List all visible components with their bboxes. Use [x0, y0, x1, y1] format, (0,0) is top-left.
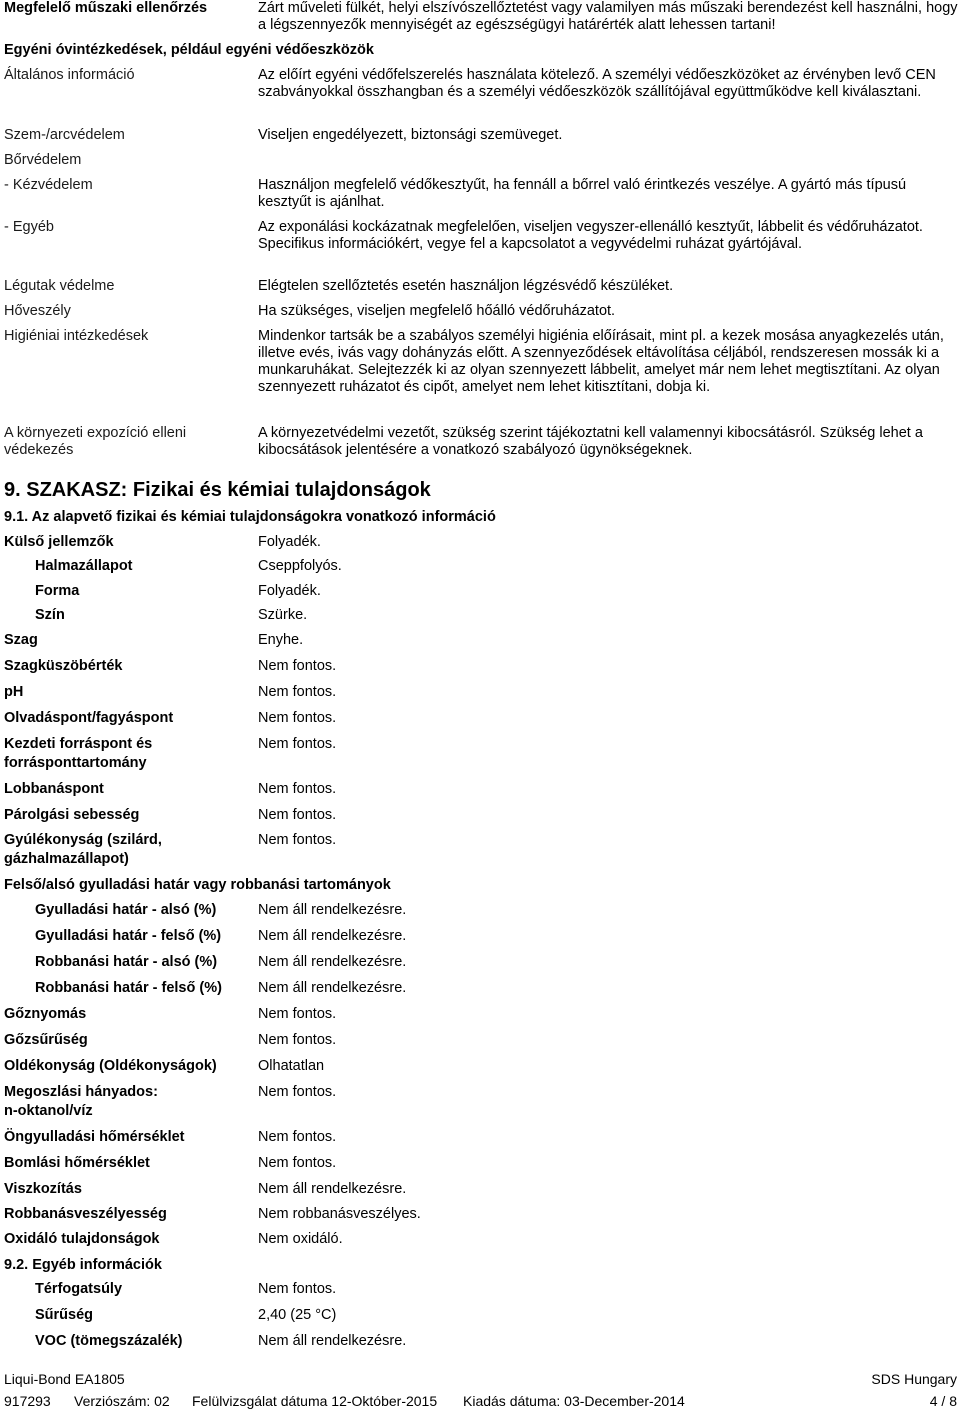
hygiene-measures-text: Mindenkor tartsák be a szabályos személyi higiénia előírásait, mint pl. a kezek mosása anyagkezelés után, illetve evés, ivás vagy dohányzás előtt. A szennyeződések eltávolítása céljából, rendszeresen mossák ki a munkaruhákat. Selejtezzék ki az olyan szennyezett lábbelit, amelyet már nem lehet megtisztítani. Az olyan szennyezett ruházatot és cipőt, amelyet nem lehet kitisztítani, dobja ki.: [258, 328, 944, 395]
thermal-hazard-label: Hőveszély: [4, 303, 71, 319]
decomposition-value: Nem fontos.: [258, 1155, 337, 1171]
voc-label: VOC (tömegszázalék): [35, 1333, 183, 1349]
odor-value: Enyhe.: [258, 632, 304, 648]
physical-state-label: Halmazállapot: [35, 558, 133, 574]
ph-value: Nem fontos.: [258, 684, 337, 700]
oxidizing-properties-label: Oxidáló tulajdonságok: [4, 1231, 160, 1247]
voc-value: Nem áll rendelkezésre.: [258, 1333, 407, 1349]
skin-protection-label: Bőrvédelem: [4, 152, 82, 168]
vapor-pressure-label: Gőznyomás: [4, 1006, 87, 1022]
footer-version: Verziószám: 02: [74, 1393, 170, 1409]
respiratory-protection-label: Légutak védelme: [4, 278, 115, 294]
other-protection-label: - Egyéb: [4, 219, 54, 235]
hand-protection-label: - Kézvédelem: [4, 177, 93, 193]
odor-threshold-label: Szagküszöbérték: [4, 658, 123, 674]
lower-flammability-label: Gyulladási határ - alsó (%): [35, 902, 217, 918]
flammability-value: Nem fontos.: [258, 832, 337, 848]
upper-flammability-label: Gyulladási határ - felső (%): [35, 928, 222, 944]
appearance-label: Külső jellemzők: [4, 534, 114, 550]
density-label: Sűrűség: [35, 1307, 94, 1323]
engineering-controls-text: Zárt műveleti fülkét, helyi elszívószellőztetést vagy valamilyen más műszaki berendezést kell használni, hogy a légszennyezők mennyiségét az egészségügyi határérték alatt lehessen tartani!: [258, 0, 958, 33]
partition-coefficient-label-line2: n-oktanol/víz: [4, 1103, 93, 1119]
footer-document-number: 917293: [4, 1393, 51, 1409]
evaporation-rate-value: Nem fontos.: [258, 807, 337, 823]
subsection-9-2-title: 9.2. Egyéb információk: [4, 1257, 162, 1273]
ph-label: pH: [4, 684, 24, 700]
hygiene-measures-label: Higiéniai intézkedések: [4, 328, 149, 344]
evaporation-rate-label: Párolgási sebesség: [4, 807, 140, 823]
vapor-pressure-value: Nem fontos.: [258, 1006, 337, 1022]
thermal-hazard-text: Ha szükséges, viseljen megfelelő hőálló védőruházatot.: [258, 303, 616, 319]
form-label: Forma: [35, 583, 80, 599]
eye-protection-text: Viseljen engedélyezett, biztonsági szemüveget.: [258, 127, 563, 143]
form-value: Folyadék.: [258, 583, 321, 599]
footer-sds-label: SDS Hungary: [871, 1371, 957, 1387]
boiling-point-value: Nem fontos.: [258, 736, 337, 752]
ppe-heading: Egyéni óvintézkedések, például egyéni védőeszközök: [4, 42, 374, 58]
color-label: Szín: [35, 607, 65, 623]
density-value: 2,40 (25 °C): [258, 1307, 337, 1323]
physical-state-value: Cseppfolyós.: [258, 558, 342, 574]
solubility-label: Oldékonyság (Oldékonyságok): [4, 1058, 217, 1074]
decomposition-label: Bomlási hőmérséklet: [4, 1155, 150, 1171]
footer-issue-date: Kiadás dátuma: 03-December-2014: [463, 1393, 685, 1409]
solubility-value: Olhatatlan: [258, 1058, 325, 1074]
flammability-label-line1: Gyúlékonyság (szilárd,: [4, 832, 162, 848]
lower-explosive-label: Robbanási határ - alsó (%): [35, 954, 218, 970]
general-info-label: Általános információ: [4, 67, 135, 83]
bulk-density-label: Térfogatsúly: [35, 1281, 123, 1297]
subsection-9-1-title: 9.1. Az alapvető fizikai és kémiai tulajdonságokra vonatkozó információ: [4, 509, 496, 525]
bulk-density-value: Nem fontos.: [258, 1281, 337, 1297]
flash-point-value: Nem fontos.: [258, 781, 337, 797]
footer-product-name: Liqui-Bond EA1805: [4, 1371, 125, 1387]
respiratory-protection-text: Elégtelen szellőztetés esetén használjon légzésvédő készüléket.: [258, 278, 674, 294]
section-9-title: 9. SZAKASZ: Fizikai és kémiai tulajdonságok: [4, 479, 431, 501]
boiling-point-label-line2: forrásponttartomány: [4, 755, 147, 771]
odor-threshold-value: Nem fontos.: [258, 658, 337, 674]
oxidizing-properties-value: Nem oxidáló.: [258, 1231, 343, 1247]
footer-page-number: 4 / 8: [929, 1393, 957, 1409]
general-info-text: Az előírt egyéni védőfelszerelés használata kötelező. A személyi védőeszközöket az érvényben levő CEN szabványokkal összhangban és a személyi védőeszközök szállítójával együttműködve kell kiválasztani.: [258, 67, 936, 100]
autoignition-value: Nem fontos.: [258, 1129, 337, 1145]
color-value: Szürke.: [258, 607, 308, 623]
autoignition-label: Öngyulladási hőmérséklet: [4, 1129, 185, 1145]
hand-protection-text: Használjon megfelelő védőkesztyűt, ha fennáll a bőrrel való érintkezés veszélye. A gyártó más típusú kesztyűt is ajánlhat.: [258, 177, 907, 210]
viscosity-label: Viszkozítás: [4, 1181, 82, 1197]
environmental-exposure-text: A környezetvédelmi vezetőt, szükség szerint tájékoztatni kell valamennyi kibocsátásról. Szükség lehet a kibocsátások jelentésére a vonatkozó szabályozó ügynökségeknek.: [258, 425, 923, 458]
upper-explosive-label: Robbanási határ - felső (%): [35, 980, 222, 996]
upper-explosive-value: Nem áll rendelkezésre.: [258, 980, 407, 996]
melting-point-value: Nem fontos.: [258, 710, 337, 726]
viscosity-value: Nem áll rendelkezésre.: [258, 1181, 407, 1197]
environmental-exposure-label: A környezeti expozíció elleni védekezés: [4, 425, 187, 458]
explosive-properties-value: Nem robbanásveszélyes.: [258, 1206, 421, 1222]
boiling-point-label-line1: Kezdeti forráspont és: [4, 736, 153, 752]
engineering-controls-label: Megfelelő műszaki ellenőrzés: [4, 0, 208, 16]
partition-coefficient-value: Nem fontos.: [258, 1084, 337, 1100]
vapor-density-label: Gőzsűrűség: [4, 1032, 88, 1048]
melting-point-label: Olvadáspont/fagyáspont: [4, 710, 174, 726]
flammability-limits-heading: Felső/alsó gyulladási határ vagy robbanási tartományok: [4, 877, 391, 893]
other-protection-text: Az exponálási kockázatnak megfelelően, viseljen vegyszer-ellenálló kesztyűt, lábbelit és védőruházatot. Specifikus információkért, vegye fel a kapcsolatot a vegyvédelmi ruházat gyártójával.: [258, 219, 923, 252]
odor-label: Szag: [4, 632, 38, 648]
upper-flammability-value: Nem áll rendelkezésre.: [258, 928, 407, 944]
appearance-value: Folyadék.: [258, 534, 321, 550]
partition-coefficient-label-line1: Megoszlási hányados:: [4, 1084, 158, 1100]
lower-explosive-value: Nem áll rendelkezésre.: [258, 954, 407, 970]
eye-protection-label: Szem-/arcvédelem: [4, 127, 125, 143]
lower-flammability-value: Nem áll rendelkezésre.: [258, 902, 407, 918]
flammability-label-line2: gázhalmazállapot): [4, 851, 129, 867]
vapor-density-value: Nem fontos.: [258, 1032, 337, 1048]
footer-revision-date: Felülvizsgálat dátuma 12-Október-2015: [192, 1393, 438, 1409]
explosive-properties-label: Robbanásveszélyesség: [4, 1206, 167, 1222]
flash-point-label: Lobbanáspont: [4, 781, 104, 797]
